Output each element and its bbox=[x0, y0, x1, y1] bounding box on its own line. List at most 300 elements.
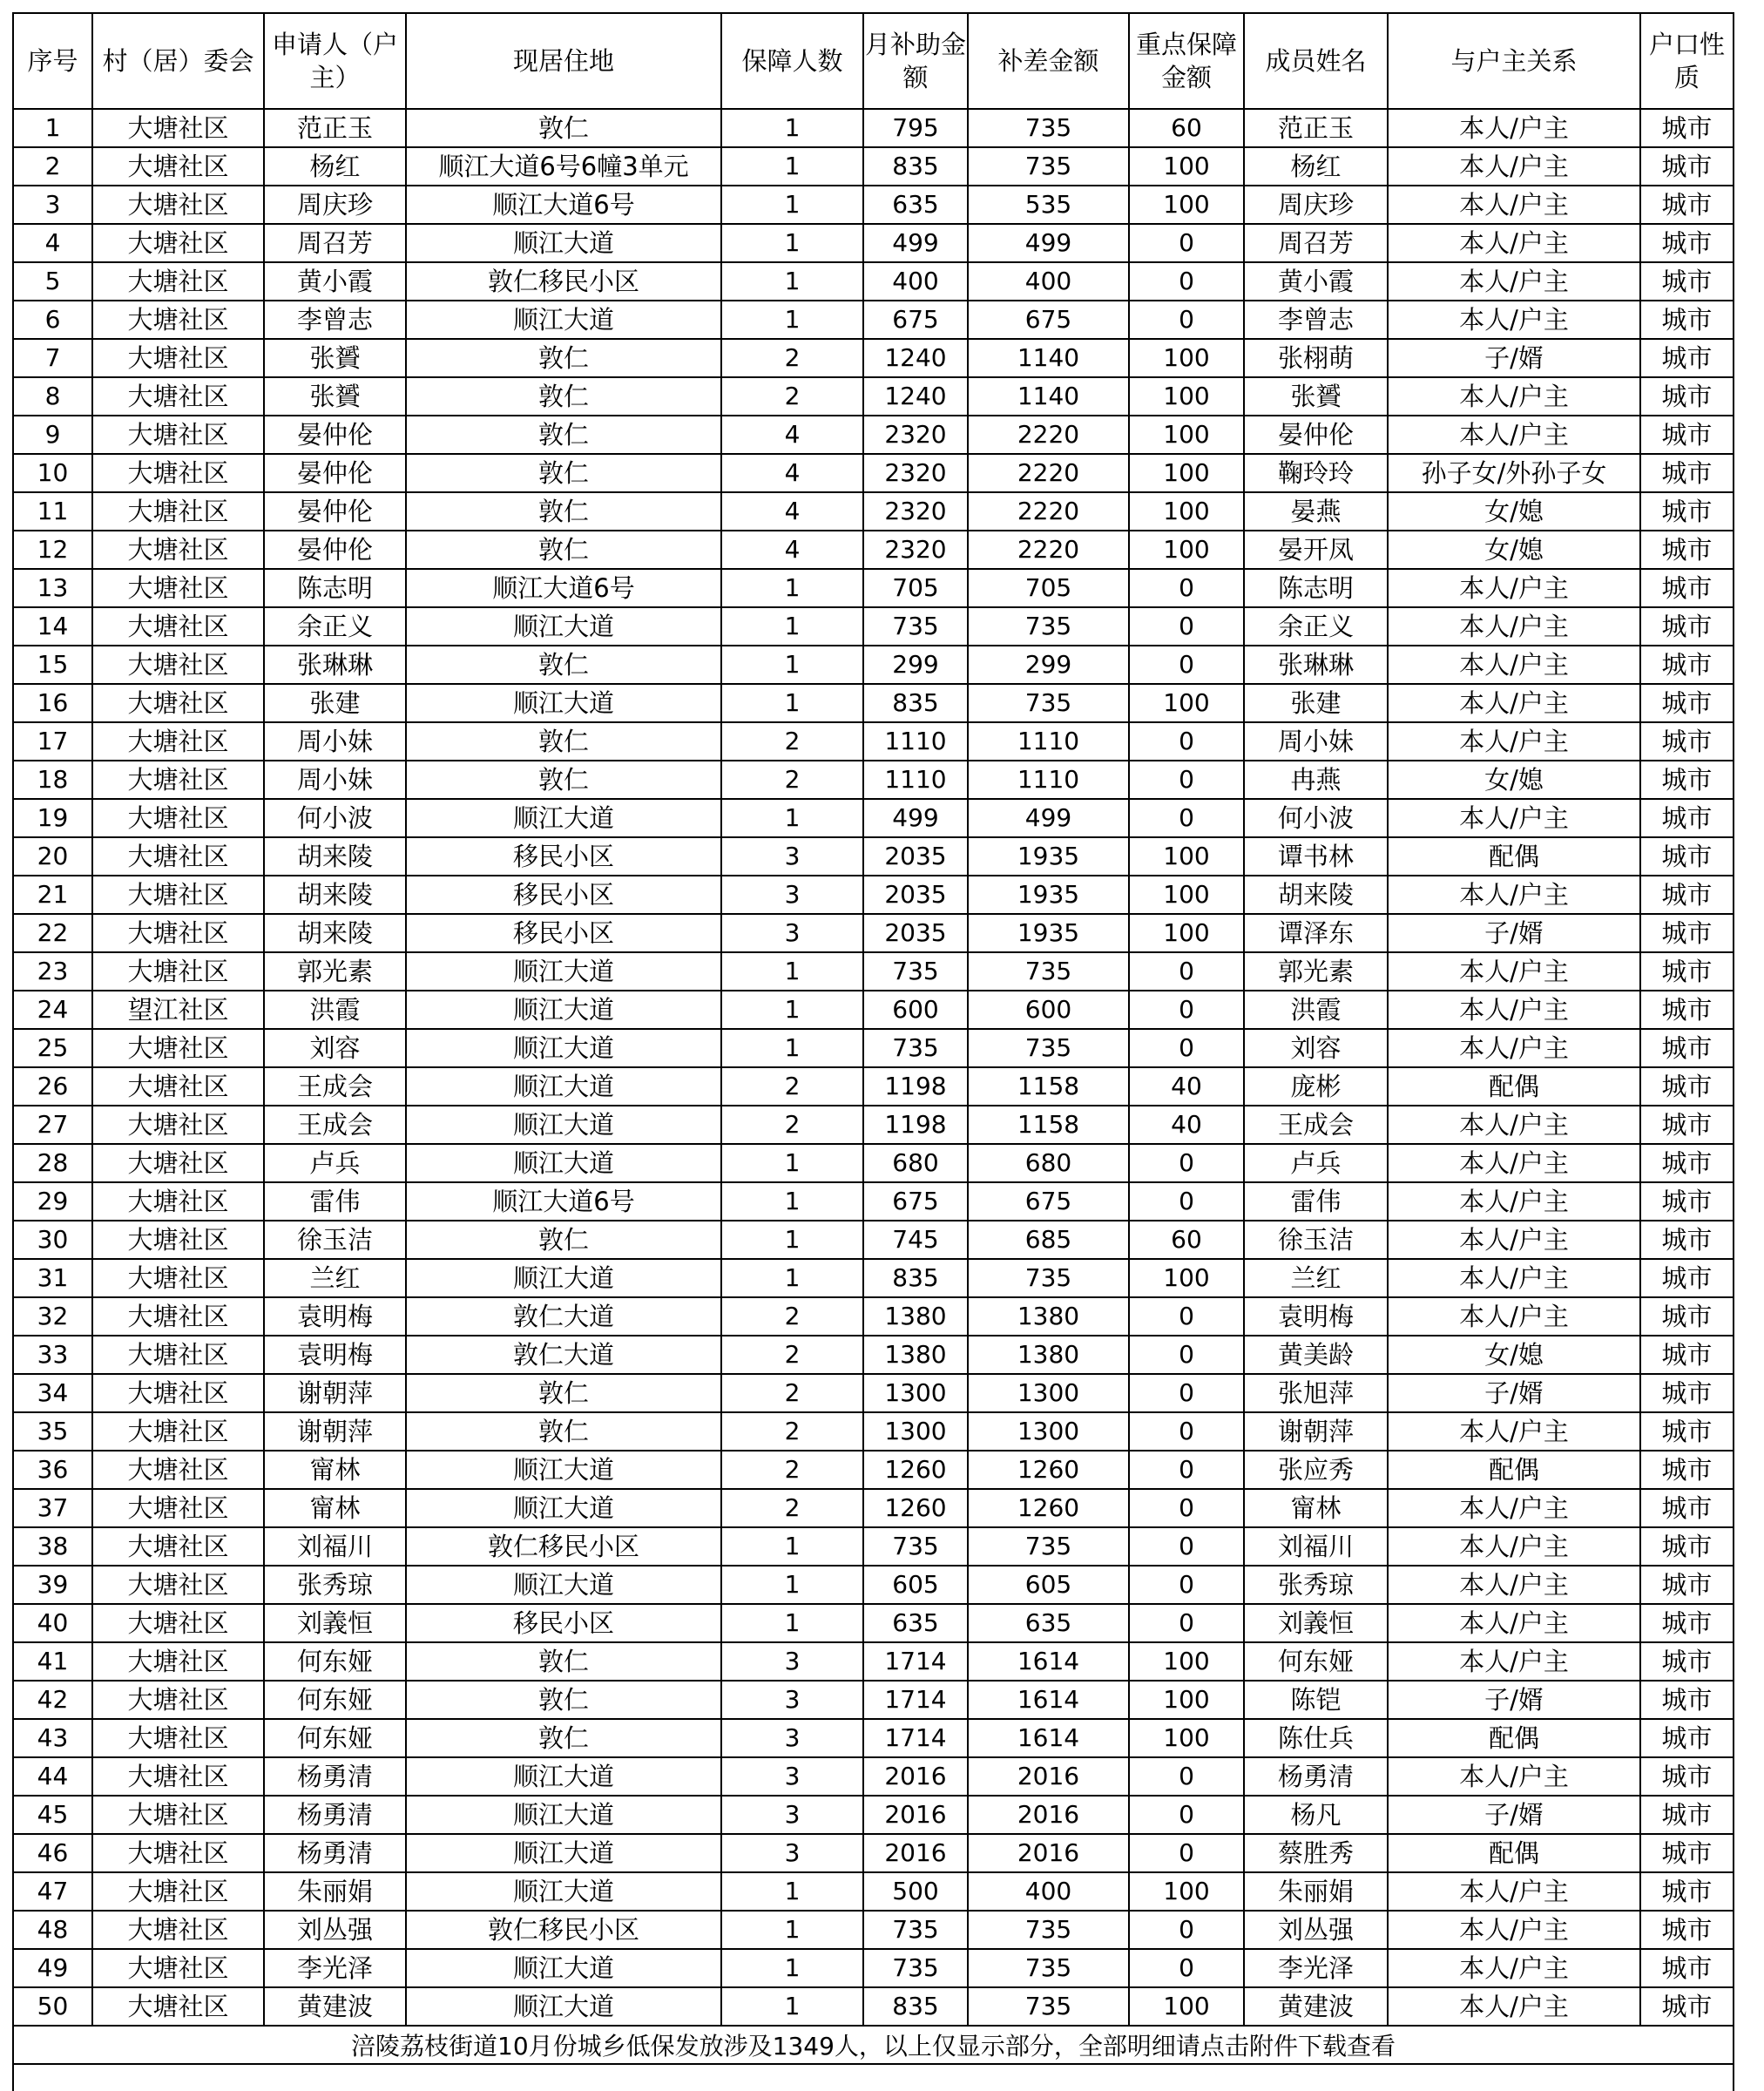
table-row bbox=[13, 646, 1734, 684]
member-name-cell: 袁明梅 bbox=[1244, 1297, 1388, 1336]
table-row bbox=[13, 339, 1734, 377]
table-row bbox=[13, 569, 1734, 607]
covered-persons-cell: 1 bbox=[721, 569, 863, 607]
monthly-subsidy-cell: 1260 bbox=[863, 1451, 968, 1489]
difference-amount-cell: 1935 bbox=[968, 914, 1129, 952]
residence-cell: 移民小区 bbox=[406, 837, 721, 876]
relation-cell: 本人/户主 bbox=[1388, 1412, 1640, 1451]
member-name-cell: 陈仕兵 bbox=[1244, 1719, 1388, 1757]
applicant-cell: 范正玉 bbox=[264, 109, 406, 147]
committee-cell: 大塘社区 bbox=[92, 377, 264, 416]
index-cell: 18 bbox=[13, 761, 92, 799]
member-name-cell: 张琳琳 bbox=[1244, 646, 1388, 684]
committee-cell: 大塘社区 bbox=[92, 837, 264, 876]
col-header-covered-persons: 保障人数 bbox=[721, 13, 863, 109]
table-row bbox=[13, 1489, 1734, 1527]
residence-cell: 顺江大道 bbox=[406, 1757, 721, 1796]
table-row bbox=[13, 1259, 1734, 1297]
applicant-cell: 黄建波 bbox=[264, 1987, 406, 2026]
relation-cell: 孙子女/外孙子女 bbox=[1388, 454, 1640, 492]
committee-cell: 大塘社区 bbox=[92, 1144, 264, 1182]
household-type-cell: 城市 bbox=[1640, 1987, 1734, 2026]
key-support-amount-cell: 0 bbox=[1129, 569, 1244, 607]
difference-amount-cell: 1158 bbox=[968, 1067, 1129, 1106]
residence-cell: 顺江大道6号 bbox=[406, 186, 721, 224]
table-row bbox=[13, 722, 1734, 761]
table-row bbox=[13, 799, 1734, 837]
committee-cell: 大塘社区 bbox=[92, 1412, 264, 1451]
member-name-cell: 陈志明 bbox=[1244, 569, 1388, 607]
member-name-cell: 张旭萍 bbox=[1244, 1374, 1388, 1412]
table-row bbox=[13, 377, 1734, 416]
difference-amount-cell: 2016 bbox=[968, 1757, 1129, 1796]
key-support-amount-cell: 0 bbox=[1129, 1949, 1244, 1987]
relation-cell: 配偶 bbox=[1388, 1834, 1640, 1872]
key-support-amount-cell: 0 bbox=[1129, 1489, 1244, 1527]
committee-cell: 大塘社区 bbox=[92, 607, 264, 646]
difference-amount-cell: 635 bbox=[968, 1604, 1129, 1642]
applicant-cell: 杨勇清 bbox=[264, 1757, 406, 1796]
index-cell: 42 bbox=[13, 1681, 92, 1719]
member-name-cell: 杨凡 bbox=[1244, 1796, 1388, 1834]
table-row bbox=[13, 1949, 1734, 1987]
covered-persons-cell: 1 bbox=[721, 1144, 863, 1182]
key-support-amount-cell: 100 bbox=[1129, 416, 1244, 454]
household-type-cell: 城市 bbox=[1640, 684, 1734, 722]
monthly-subsidy-cell: 735 bbox=[863, 1029, 968, 1067]
difference-amount-cell: 299 bbox=[968, 646, 1129, 684]
committee-cell: 大塘社区 bbox=[92, 531, 264, 569]
key-support-amount-cell: 100 bbox=[1129, 186, 1244, 224]
key-support-amount-cell: 100 bbox=[1129, 684, 1244, 722]
index-cell: 9 bbox=[13, 416, 92, 454]
relation-cell: 本人/户主 bbox=[1388, 1642, 1640, 1681]
difference-amount-cell: 1158 bbox=[968, 1106, 1129, 1144]
index-cell: 15 bbox=[13, 646, 92, 684]
covered-persons-cell: 2 bbox=[721, 1106, 863, 1144]
table-row bbox=[13, 1106, 1734, 1144]
covered-persons-cell: 2 bbox=[721, 1489, 863, 1527]
table-body bbox=[13, 109, 1734, 2026]
covered-persons-cell: 1 bbox=[721, 1987, 863, 2026]
key-support-amount-cell: 40 bbox=[1129, 1067, 1244, 1106]
household-type-cell: 城市 bbox=[1640, 1451, 1734, 1489]
residence-cell: 顺江大道6号 bbox=[406, 1182, 721, 1221]
household-type-cell: 城市 bbox=[1640, 531, 1734, 569]
applicant-cell: 晏仲伦 bbox=[264, 454, 406, 492]
household-type-cell: 城市 bbox=[1640, 1642, 1734, 1681]
index-cell: 49 bbox=[13, 1949, 92, 1987]
residence-cell: 顺江大道 bbox=[406, 1451, 721, 1489]
index-cell: 21 bbox=[13, 876, 92, 914]
covered-persons-cell: 2 bbox=[721, 722, 863, 761]
index-cell: 24 bbox=[13, 991, 92, 1029]
applicant-cell: 刘丛强 bbox=[264, 1911, 406, 1949]
applicant-cell: 张琳琳 bbox=[264, 646, 406, 684]
difference-amount-cell: 1300 bbox=[968, 1412, 1129, 1451]
household-type-cell: 城市 bbox=[1640, 1029, 1734, 1067]
monthly-subsidy-cell: 1714 bbox=[863, 1642, 968, 1681]
relation-cell: 本人/户主 bbox=[1388, 991, 1640, 1029]
covered-persons-cell: 1 bbox=[721, 1527, 863, 1566]
key-support-amount-cell: 0 bbox=[1129, 1604, 1244, 1642]
difference-amount-cell: 1614 bbox=[968, 1719, 1129, 1757]
key-support-amount-cell: 0 bbox=[1129, 1412, 1244, 1451]
table-row bbox=[13, 186, 1734, 224]
household-type-cell: 城市 bbox=[1640, 1719, 1734, 1757]
covered-persons-cell: 4 bbox=[721, 454, 863, 492]
committee-cell: 大塘社区 bbox=[92, 684, 264, 722]
member-name-cell: 卢兵 bbox=[1244, 1144, 1388, 1182]
difference-amount-cell: 1614 bbox=[968, 1681, 1129, 1719]
committee-cell: 大塘社区 bbox=[92, 799, 264, 837]
monthly-subsidy-cell: 735 bbox=[863, 1527, 968, 1566]
monthly-subsidy-cell: 635 bbox=[863, 186, 968, 224]
committee-cell: 大塘社区 bbox=[92, 1681, 264, 1719]
key-support-amount-cell: 0 bbox=[1129, 991, 1244, 1029]
member-name-cell: 谭书林 bbox=[1244, 837, 1388, 876]
household-type-cell: 城市 bbox=[1640, 1221, 1734, 1259]
relation-cell: 本人/户主 bbox=[1388, 1182, 1640, 1221]
committee-cell: 大塘社区 bbox=[92, 1911, 264, 1949]
member-name-cell: 张建 bbox=[1244, 684, 1388, 722]
applicant-cell: 兰红 bbox=[264, 1259, 406, 1297]
key-support-amount-cell: 0 bbox=[1129, 1336, 1244, 1374]
household-type-cell: 城市 bbox=[1640, 339, 1734, 377]
covered-persons-cell: 1 bbox=[721, 1911, 863, 1949]
difference-amount-cell: 1110 bbox=[968, 761, 1129, 799]
applicant-cell: 胡来陵 bbox=[264, 914, 406, 952]
covered-persons-cell: 1 bbox=[721, 109, 863, 147]
index-cell: 46 bbox=[13, 1834, 92, 1872]
index-cell: 43 bbox=[13, 1719, 92, 1757]
residence-cell: 敦仁 bbox=[406, 761, 721, 799]
applicant-cell: 刘義恒 bbox=[264, 1604, 406, 1642]
committee-cell: 大塘社区 bbox=[92, 1566, 264, 1604]
monthly-subsidy-cell: 735 bbox=[863, 607, 968, 646]
committee-cell: 大塘社区 bbox=[92, 722, 264, 761]
monthly-subsidy-cell: 499 bbox=[863, 799, 968, 837]
committee-cell: 大塘社区 bbox=[92, 262, 264, 301]
difference-amount-cell: 735 bbox=[968, 952, 1129, 991]
applicant-cell: 胡来陵 bbox=[264, 876, 406, 914]
committee-cell: 大塘社区 bbox=[92, 761, 264, 799]
committee-cell: 大塘社区 bbox=[92, 1719, 264, 1757]
applicant-cell: 卢兵 bbox=[264, 1144, 406, 1182]
col-header-difference-amount: 补差金额 bbox=[968, 13, 1129, 109]
residence-cell: 顺江大道 bbox=[406, 1029, 721, 1067]
table-row bbox=[13, 262, 1734, 301]
member-name-cell: 冉燕 bbox=[1244, 761, 1388, 799]
applicant-cell: 胡来陵 bbox=[264, 837, 406, 876]
monthly-subsidy-cell: 675 bbox=[863, 1182, 968, 1221]
difference-amount-cell: 600 bbox=[968, 991, 1129, 1029]
index-cell: 19 bbox=[13, 799, 92, 837]
covered-persons-cell: 1 bbox=[721, 607, 863, 646]
covered-persons-cell: 2 bbox=[721, 1412, 863, 1451]
member-name-cell: 杨红 bbox=[1244, 147, 1388, 186]
committee-cell: 大塘社区 bbox=[92, 569, 264, 607]
covered-persons-cell: 4 bbox=[721, 416, 863, 454]
difference-amount-cell: 735 bbox=[968, 1259, 1129, 1297]
covered-persons-cell: 1 bbox=[721, 1949, 863, 1987]
header-row bbox=[13, 13, 1734, 109]
difference-amount-cell: 675 bbox=[968, 1182, 1129, 1221]
index-cell: 40 bbox=[13, 1604, 92, 1642]
difference-amount-cell: 735 bbox=[968, 109, 1129, 147]
relation-cell: 本人/户主 bbox=[1388, 1489, 1640, 1527]
table-row bbox=[13, 301, 1734, 339]
key-support-amount-cell: 0 bbox=[1129, 224, 1244, 262]
covered-persons-cell: 1 bbox=[721, 991, 863, 1029]
household-type-cell: 城市 bbox=[1640, 262, 1734, 301]
relation-cell: 本人/户主 bbox=[1388, 1872, 1640, 1911]
key-support-amount-cell: 100 bbox=[1129, 876, 1244, 914]
index-cell: 31 bbox=[13, 1259, 92, 1297]
covered-persons-cell: 3 bbox=[721, 914, 863, 952]
applicant-cell: 周小妹 bbox=[264, 761, 406, 799]
relation-cell: 子/婿 bbox=[1388, 1796, 1640, 1834]
index-cell: 22 bbox=[13, 914, 92, 952]
committee-cell: 大塘社区 bbox=[92, 109, 264, 147]
table-row bbox=[13, 454, 1734, 492]
covered-persons-cell: 4 bbox=[721, 531, 863, 569]
covered-persons-cell: 2 bbox=[721, 339, 863, 377]
index-cell: 10 bbox=[13, 454, 92, 492]
key-support-amount-cell: 0 bbox=[1129, 761, 1244, 799]
key-support-amount-cell: 100 bbox=[1129, 1259, 1244, 1297]
residence-cell: 敦仁 bbox=[406, 1642, 721, 1681]
household-type-cell: 城市 bbox=[1640, 454, 1734, 492]
residence-cell: 顺江大道 bbox=[406, 1144, 721, 1182]
committee-cell: 大塘社区 bbox=[92, 914, 264, 952]
household-type-cell: 城市 bbox=[1640, 1297, 1734, 1336]
relation-cell: 本人/户主 bbox=[1388, 646, 1640, 684]
applicant-cell: 晏仲伦 bbox=[264, 531, 406, 569]
member-name-cell: 谭泽东 bbox=[1244, 914, 1388, 952]
relation-cell: 配偶 bbox=[1388, 837, 1640, 876]
key-support-amount-cell: 60 bbox=[1129, 109, 1244, 147]
table-row bbox=[13, 914, 1734, 952]
covered-persons-cell: 3 bbox=[721, 1757, 863, 1796]
applicant-cell: 徐玉洁 bbox=[264, 1221, 406, 1259]
relation-cell: 本人/户主 bbox=[1388, 684, 1640, 722]
index-cell: 30 bbox=[13, 1221, 92, 1259]
table-row bbox=[13, 991, 1734, 1029]
covered-persons-cell: 2 bbox=[721, 761, 863, 799]
household-type-cell: 城市 bbox=[1640, 1336, 1734, 1374]
difference-amount-cell: 2220 bbox=[968, 531, 1129, 569]
col-header-applicant: 申请人（户主） bbox=[264, 13, 406, 109]
table-row bbox=[13, 1796, 1734, 1834]
member-name-cell: 胡来陵 bbox=[1244, 876, 1388, 914]
covered-persons-cell: 2 bbox=[721, 1374, 863, 1412]
member-name-cell: 庞彬 bbox=[1244, 1067, 1388, 1106]
relation-cell: 本人/户主 bbox=[1388, 1604, 1640, 1642]
covered-persons-cell: 3 bbox=[721, 1642, 863, 1681]
committee-cell: 大塘社区 bbox=[92, 646, 264, 684]
household-type-cell: 城市 bbox=[1640, 914, 1734, 952]
relation-cell: 配偶 bbox=[1388, 1067, 1640, 1106]
relation-cell: 本人/户主 bbox=[1388, 1297, 1640, 1336]
residence-cell: 敦仁 bbox=[406, 646, 721, 684]
household-type-cell: 城市 bbox=[1640, 1757, 1734, 1796]
household-type-cell: 城市 bbox=[1640, 722, 1734, 761]
residence-cell: 顺江大道 bbox=[406, 1949, 721, 1987]
key-support-amount-cell: 100 bbox=[1129, 147, 1244, 186]
difference-amount-cell: 1935 bbox=[968, 837, 1129, 876]
applicant-cell: 余正义 bbox=[264, 607, 406, 646]
committee-cell: 大塘社区 bbox=[92, 1872, 264, 1911]
committee-cell: 大塘社区 bbox=[92, 1029, 264, 1067]
index-cell: 37 bbox=[13, 1489, 92, 1527]
index-cell: 34 bbox=[13, 1374, 92, 1412]
monthly-subsidy-cell: 795 bbox=[863, 109, 968, 147]
table-row bbox=[13, 1182, 1734, 1221]
key-support-amount-cell: 100 bbox=[1129, 837, 1244, 876]
household-type-cell: 城市 bbox=[1640, 1182, 1734, 1221]
applicant-cell: 周召芳 bbox=[264, 224, 406, 262]
monthly-subsidy-cell: 1240 bbox=[863, 339, 968, 377]
residence-cell: 敦仁 bbox=[406, 416, 721, 454]
applicant-cell: 何小波 bbox=[264, 799, 406, 837]
difference-amount-cell: 1614 bbox=[968, 1642, 1129, 1681]
key-support-amount-cell: 0 bbox=[1129, 1297, 1244, 1336]
monthly-subsidy-cell: 2320 bbox=[863, 531, 968, 569]
applicant-cell: 杨红 bbox=[264, 147, 406, 186]
member-name-cell: 谢朝萍 bbox=[1244, 1412, 1388, 1451]
index-cell: 2 bbox=[13, 147, 92, 186]
committee-cell: 大塘社区 bbox=[92, 876, 264, 914]
relation-cell: 配偶 bbox=[1388, 1719, 1640, 1757]
footer-pad-cell bbox=[13, 2064, 1734, 2091]
residence-cell: 顺江大道 bbox=[406, 1987, 721, 2026]
monthly-subsidy-cell: 605 bbox=[863, 1566, 968, 1604]
table-row bbox=[13, 1451, 1734, 1489]
member-name-cell: 朱丽娟 bbox=[1244, 1872, 1388, 1911]
covered-persons-cell: 1 bbox=[721, 1604, 863, 1642]
household-type-cell: 城市 bbox=[1640, 1067, 1734, 1106]
relation-cell: 子/婿 bbox=[1388, 339, 1640, 377]
table-row bbox=[13, 147, 1734, 186]
household-type-cell: 城市 bbox=[1640, 1911, 1734, 1949]
applicant-cell: 刘容 bbox=[264, 1029, 406, 1067]
applicant-cell: 王成会 bbox=[264, 1067, 406, 1106]
relation-cell: 本人/户主 bbox=[1388, 1949, 1640, 1987]
monthly-subsidy-cell: 735 bbox=[863, 1949, 968, 1987]
residence-cell: 敦仁 bbox=[406, 1412, 721, 1451]
committee-cell: 大塘社区 bbox=[92, 1834, 264, 1872]
key-support-amount-cell: 0 bbox=[1129, 1182, 1244, 1221]
col-header-index: 序号 bbox=[13, 13, 92, 109]
difference-amount-cell: 1380 bbox=[968, 1297, 1129, 1336]
applicant-cell: 张秀琼 bbox=[264, 1566, 406, 1604]
col-header-household-type: 户口性质 bbox=[1640, 13, 1734, 109]
table-row bbox=[13, 952, 1734, 991]
relation-cell: 配偶 bbox=[1388, 1451, 1640, 1489]
covered-persons-cell: 3 bbox=[721, 1719, 863, 1757]
committee-cell: 大塘社区 bbox=[92, 1259, 264, 1297]
relation-cell: 本人/户主 bbox=[1388, 722, 1640, 761]
committee-cell: 大塘社区 bbox=[92, 1527, 264, 1566]
table-row bbox=[13, 109, 1734, 147]
member-name-cell: 兰红 bbox=[1244, 1259, 1388, 1297]
key-support-amount-cell: 40 bbox=[1129, 1106, 1244, 1144]
committee-cell: 大塘社区 bbox=[92, 1221, 264, 1259]
household-type-cell: 城市 bbox=[1640, 1872, 1734, 1911]
relation-cell: 本人/户主 bbox=[1388, 416, 1640, 454]
relation-cell: 女/媳 bbox=[1388, 492, 1640, 531]
member-name-cell: 余正义 bbox=[1244, 607, 1388, 646]
member-name-cell: 张秀琼 bbox=[1244, 1566, 1388, 1604]
difference-amount-cell: 2220 bbox=[968, 416, 1129, 454]
index-cell: 16 bbox=[13, 684, 92, 722]
covered-persons-cell: 1 bbox=[721, 1182, 863, 1221]
member-name-cell: 何东娅 bbox=[1244, 1642, 1388, 1681]
key-support-amount-cell: 0 bbox=[1129, 1911, 1244, 1949]
residence-cell: 顺江大道 bbox=[406, 952, 721, 991]
applicant-cell: 周庆珍 bbox=[264, 186, 406, 224]
relation-cell: 本人/户主 bbox=[1388, 1259, 1640, 1297]
table-row bbox=[13, 1987, 1734, 2026]
relation-cell: 子/婿 bbox=[1388, 1681, 1640, 1719]
applicant-cell: 李光泽 bbox=[264, 1949, 406, 1987]
household-type-cell: 城市 bbox=[1640, 1681, 1734, 1719]
household-type-cell: 城市 bbox=[1640, 837, 1734, 876]
table-row bbox=[13, 416, 1734, 454]
applicant-cell: 甯林 bbox=[264, 1451, 406, 1489]
household-type-cell: 城市 bbox=[1640, 876, 1734, 914]
relation-cell: 本人/户主 bbox=[1388, 569, 1640, 607]
member-name-cell: 鞠玲玲 bbox=[1244, 454, 1388, 492]
covered-persons-cell: 2 bbox=[721, 1451, 863, 1489]
applicant-cell: 张贇 bbox=[264, 377, 406, 416]
covered-persons-cell: 1 bbox=[721, 301, 863, 339]
residence-cell: 敦仁大道 bbox=[406, 1297, 721, 1336]
committee-cell: 大塘社区 bbox=[92, 416, 264, 454]
member-name-cell: 何小波 bbox=[1244, 799, 1388, 837]
index-cell: 14 bbox=[13, 607, 92, 646]
relation-cell: 子/婿 bbox=[1388, 914, 1640, 952]
difference-amount-cell: 2220 bbox=[968, 492, 1129, 531]
residence-cell: 顺江大道 bbox=[406, 1796, 721, 1834]
member-name-cell: 晏燕 bbox=[1244, 492, 1388, 531]
member-name-cell: 张贇 bbox=[1244, 377, 1388, 416]
table-row bbox=[13, 761, 1734, 799]
monthly-subsidy-cell: 600 bbox=[863, 991, 968, 1029]
key-support-amount-cell: 100 bbox=[1129, 454, 1244, 492]
covered-persons-cell: 1 bbox=[721, 147, 863, 186]
residence-cell: 敦仁移民小区 bbox=[406, 1527, 721, 1566]
difference-amount-cell: 400 bbox=[968, 262, 1129, 301]
difference-amount-cell: 735 bbox=[968, 607, 1129, 646]
table-row bbox=[13, 1566, 1734, 1604]
key-support-amount-cell: 100 bbox=[1129, 377, 1244, 416]
relation-cell: 女/媳 bbox=[1388, 531, 1640, 569]
difference-amount-cell: 735 bbox=[968, 1029, 1129, 1067]
index-cell: 7 bbox=[13, 339, 92, 377]
difference-amount-cell: 735 bbox=[968, 1949, 1129, 1987]
table-row bbox=[13, 1527, 1734, 1566]
monthly-subsidy-cell: 835 bbox=[863, 1259, 968, 1297]
key-support-amount-cell: 0 bbox=[1129, 1451, 1244, 1489]
table-row bbox=[13, 1719, 1734, 1757]
monthly-subsidy-cell: 705 bbox=[863, 569, 968, 607]
household-type-cell: 城市 bbox=[1640, 569, 1734, 607]
difference-amount-cell: 735 bbox=[968, 1527, 1129, 1566]
member-name-cell: 晏仲伦 bbox=[1244, 416, 1388, 454]
table-row bbox=[13, 1374, 1734, 1412]
